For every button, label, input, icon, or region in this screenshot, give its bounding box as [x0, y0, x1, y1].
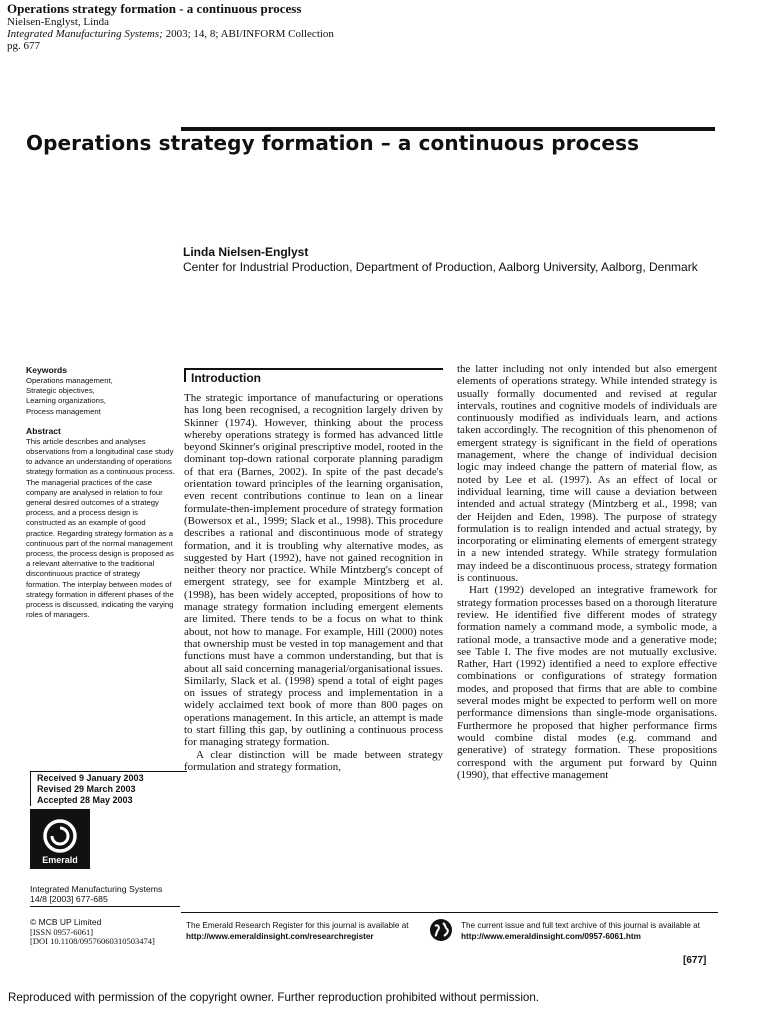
citation-page: pg. 677: [7, 40, 40, 52]
section-rule: [184, 368, 443, 370]
citation-source: [7, 28, 707, 40]
keyword-item: Process management: [26, 406, 101, 416]
issn: [ISSN 0957-6061]: [30, 926, 94, 937]
paragraph: The strategic importance of manufacturing or operations has long been recognised, a recognition largely driven by Skinner (1974). However, thinking about the process whereby operations strategy is formed has advanced little beyond Skinner's original prescriptive model, rooted in the dominant top-down rational corporate planning paradigm of that era (Barnes, 2002). In spite of the past decade's orientation toward principles of the learning organisation, even recent contributions continue to lean on a linear formulate-then-implement procedure of strategy formation (Bowersox et al., 1999; Slack et al., 1998). This procedure describes a rational and discontinuous mode of strategy formation, and it is troubling why alternative modes, as suggested by Hart (1992), have not gained recognition in neither theory nor practice. While Mintzberg's concept of emergent strategy, see for example Mintzberg et al. (1998), has been widely accepted, propositions of how to manage strategy formation including emergent elements are limited. There tends to be a focus on what to think about, not how to manage. For example, Hill (2000) notes that ownership must be vested in top management and that functions must have a common understanding, but that is about all said concerning managerial/organisational issues. Similarly, Slack et al. (1998) spend a total of eight pages on issues of strategy process and implementation in a widely acclaimed text book of more than 800 pages on operations management. In this article, an attempt is made to start filling this gap, by outlining a continuous process for managing strategy formation.: [184, 392, 443, 749]
keywords-heading: Keywords: [26, 365, 68, 375]
article-title: Operations strategy formation – a continuous process: [26, 131, 640, 155]
register-link[interactable]: http://www.emeraldinsight.com/researchregister: [186, 932, 374, 941]
globe-icon: [428, 917, 454, 943]
page-number: [677]: [683, 955, 707, 966]
reproduction-notice: Reproduced with permission of the copyright owner. Further reproduction prohibited without permission.: [8, 991, 540, 1004]
received-dates: [30, 771, 187, 806]
journal-issue: 14/8 [2003] 677-685: [30, 893, 108, 904]
citation-journal: Integrated Manufacturing Systems;: [7, 28, 163, 40]
keyword-item: Strategic objectives,: [26, 386, 95, 396]
author-name: Linda Nielsen-Englyst: [183, 245, 309, 259]
journal-archive: [461, 920, 721, 942]
section-bar: [184, 368, 186, 382]
section-heading: Introduction: [191, 371, 261, 385]
author-block: [183, 245, 743, 275]
archive-text: The current issue and full text archive of this journal is available at: [461, 921, 700, 930]
keyword-item: Operations management,: [26, 376, 113, 385]
sidebar: [26, 365, 176, 620]
paragraph: A clear distinction will be made between strategy formulation and strategy formation,: [184, 748, 443, 773]
archive-link[interactable]: http://www.emeraldinsight.com/0957-6061.htm: [461, 932, 641, 941]
accepted-date: Accepted 28 May 2003: [37, 795, 133, 805]
citation-title: Operations strategy formation - a continuous process: [7, 1, 302, 16]
citation-header: [7, 1, 707, 52]
received-date: Received 9 January 2003: [37, 773, 144, 783]
journal-info: [30, 885, 180, 907]
journal-name: Integrated Manufacturing Systems: [30, 884, 163, 894]
body-column-1: [184, 392, 443, 773]
emerald-swirl-icon: [41, 817, 79, 855]
author-affiliation: Center for Industrial Production, Department of Production, Aalborg University, Aalborg, Denmark: [183, 260, 698, 274]
publisher-info: [30, 918, 180, 947]
register-text: The Emerald Research Register for this journal is available at: [186, 921, 409, 930]
revised-date: Revised 29 March 2003: [37, 784, 136, 794]
body-column-2: [457, 363, 717, 781]
doi: [DOI 10.1108/09576060310503474]: [30, 936, 155, 946]
footer-rule: [181, 912, 718, 913]
research-register: [186, 920, 426, 942]
abstract-heading: Abstract: [26, 425, 61, 436]
citation-source-rest: 2003; 14, 8; ABI/INFORM Collection: [162, 28, 334, 40]
publisher: © MCB UP Limited: [30, 917, 102, 927]
paragraph: Hart (1992) developed an integrative framework for strategy formation processes based on a thorough literature review. He identified five different modes of strategy formation namely a command mode, a symbolic mode, a rational mode, a transactive mode and a generative mode; see Table I. The five modes are not mutually exclusive. Rather, Hart (1992) identified a need to explore effective combinations or configurations of strategy formation modes, and proposed that firms that are able to combine several modes might be expected to perform well on more performance dimensions than single-mode organisations. Furthermore he proposed that higher performance firms would combine distal modes (e.g. command and generative) of strategy formation. These propositions correspond with the argument put forward by Quinn (1990), that effective management: [457, 584, 717, 781]
emerald-logo: [30, 809, 90, 869]
paragraph: the latter including not only intended but also emergent elements of operations strategy. While intended strategy is usually formally documented and revised at regular intervals, routines and cognitive models of individuals are continuously modified as individuals learn, and actions taken accordingly. The recognition of this phenomenon of emergent strategy is significant in the field of operations management, where the change of individual decision logic may indeed change the pattern of material flow, as noted by Lee et al. (1997). As an effect of local or individual learning, time will cause a deviation between intended and actual strategy (Mintzberg et al., 1998; van der Heijden and Eden, 1998). The purpose of strategy formulation is to realign intended and actual strategy, by incorporating or eliminating elements of emergent strategy in a new intended strategy. While strategy formulation may indeed be a discontinuous process, strategy formation is continuous.: [457, 363, 717, 585]
citation-author: Nielsen-Englyst, Linda: [7, 16, 110, 28]
keyword-item: Learning organizations,: [26, 396, 106, 406]
abstract-text: This article describes and analyses observations from a longitudinal case study to advance an understanding of operations strategy formation as a continuous process. The managerial practices of the case company are analysed in relation to four general desired outcomes of a strategy process, and a process design is constructed as an example of good practice. Regarding strategy formation as a continuous part of the normal management process, the process design is proposed as a relevant alternative to the traditional discontinuous practice of strategy formation. The interplay between modes of strategy formation in different phases of the process is discussed, indicating the varying roles of managers.: [26, 436, 175, 620]
emerald-logo-name: Emerald: [42, 855, 78, 865]
